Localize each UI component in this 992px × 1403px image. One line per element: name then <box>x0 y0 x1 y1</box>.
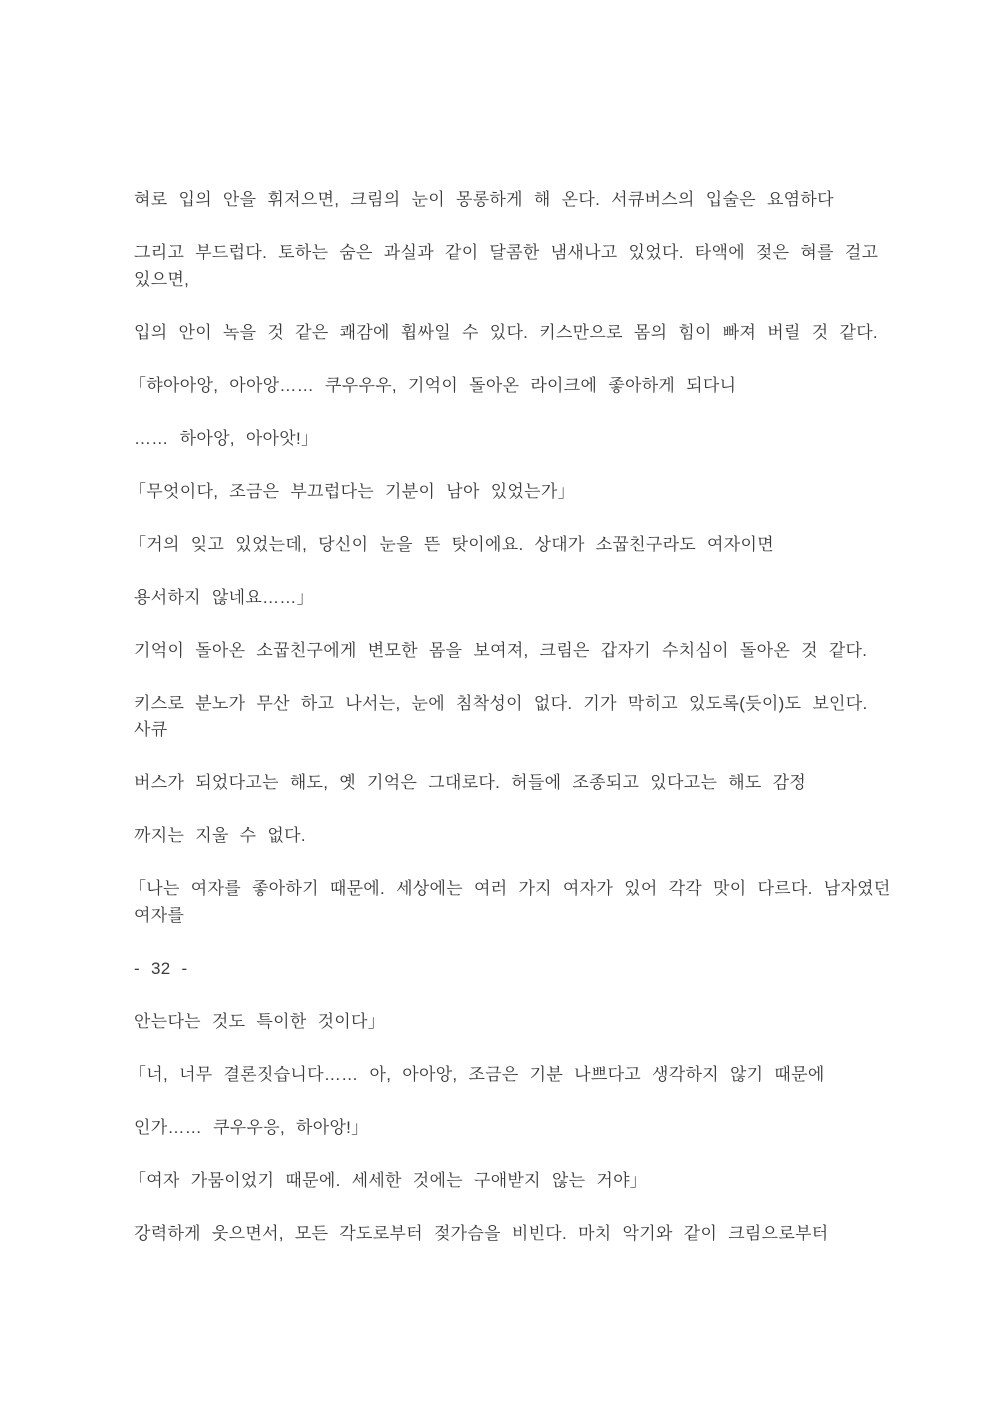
text-line: 여자를 <box>134 905 185 925</box>
paragraph-spacer <box>134 982 894 1009</box>
text-line: 「햐아아앙, 아아앙…… 쿠우우우, 기억이 돌아온 라이크에 좋아하게 되다니 <box>129 375 737 395</box>
paragraph-spacer <box>134 1088 894 1115</box>
text-line: 까지는 지울 수 없다. <box>134 826 306 845</box>
paragraph-spacer <box>134 558 894 585</box>
paragraph-spacer <box>134 452 894 479</box>
text-line: 있으면, <box>134 269 190 289</box>
document-body <box>129 187 894 1247</box>
paragraph-spacer <box>134 611 894 638</box>
text-line: 안는다는 것도 특이한 것이다」 <box>134 1011 386 1031</box>
text-line: 인가…… 쿠우우응, 하아앙!」 <box>134 1117 369 1137</box>
paragraph-spacer <box>134 505 894 532</box>
text-line: 「무엇이다, 조금은 부끄럽다는 기분이 남아 있었는가」 <box>129 481 575 501</box>
paragraph-spacer <box>134 293 894 320</box>
text-line: 혀로 입의 안을 휘저으면, 크림의 눈이 몽롱하게 해 온다. 서큐버스의 입술은 요염하다 <box>134 190 834 209</box>
paragraph-spacer <box>134 929 894 956</box>
text-line: 「너, 너무 결론짓습니다…… 아, 아아앙, 조금은 기분 나쁘다고 생각하지 않기 때문에 <box>129 1064 825 1084</box>
text-line: 「여자 가뭄이었기 때문에. 세세한 것에는 구애받지 않는 거야」 <box>129 1170 648 1190</box>
text-line: 「나는 여자를 좋아하기 때문에. 세상에는 여러 가지 여자가 있어 각각 맛이 다르다. 남자였던 <box>129 879 891 898</box>
text-line: 사큐 <box>134 720 168 739</box>
paragraph-spacer <box>134 664 894 691</box>
paragraph-spacer <box>134 1035 894 1062</box>
paragraph-spacer <box>134 399 894 426</box>
page-number: - 32 - <box>134 958 188 978</box>
text-line: 용서하지 않네요……」 <box>134 587 314 607</box>
text-line: 키스로 분노가 무산 하고 나서는, 눈에 침착성이 없다. 기가 막히고 있도록(듯이)도 보인다. <box>134 693 868 713</box>
text-line: 입의 안이 녹을 것 같은 쾌감에 휩싸일 수 있다. 키스만으로 몸의 힘이 빠져 버릴 것 같다. <box>134 322 878 342</box>
paragraph-spacer <box>134 214 894 241</box>
text-line: 강력하게 웃으면서, 모든 각도로부터 젖가슴을 비빈다. 마치 악기와 같이 크림으로부터 <box>134 1223 829 1243</box>
text-line: 버스가 되었다고는 해도, 옛 기억은 그대로다. 허들에 조종되고 있다고는 해도 감정 <box>134 773 807 792</box>
text-line: 기억이 돌아온 소꿉친구에게 변모한 몸을 보여져, 크림은 갑자기 수치심이 돌아온 것 같다. <box>134 640 868 660</box>
paragraph-spacer <box>134 744 894 771</box>
paragraph-spacer <box>134 1141 894 1168</box>
paragraph-spacer <box>134 797 894 824</box>
paragraph-spacer <box>134 1194 894 1221</box>
text-line: 「거의 잊고 있었는데, 당신이 눈을 뜬 탓이에요. 상대가 소꿉친구라도 여자이면 <box>129 534 774 554</box>
paragraph-spacer <box>134 850 894 877</box>
text-line: 그리고 부드럽다. 토하는 숨은 과실과 같이 달콤한 냄새나고 있었다. 타액에 젖은 혀를 걸고 <box>134 243 879 262</box>
paragraph-spacer <box>134 346 894 373</box>
text-line: …… 하아앙, 아아앗!」 <box>134 428 319 448</box>
